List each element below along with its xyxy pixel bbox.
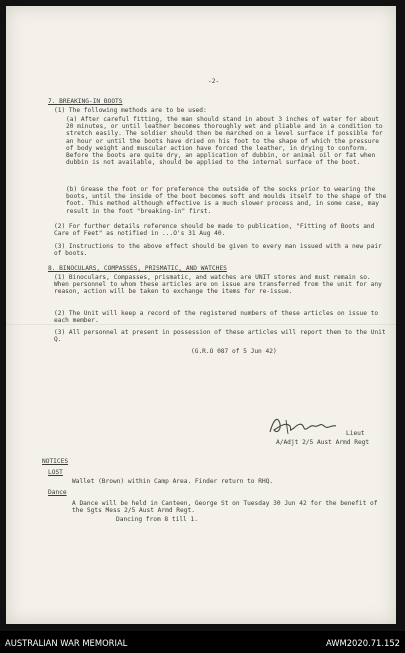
notices-heading: NOTICES bbox=[42, 458, 69, 465]
section-8-heading: 8. BINOCULARS, COMPASSES, PRISMATIC, AND WATCHES bbox=[48, 265, 227, 272]
section-7-para-3: (3) Instructions to the above effect should be given to every man issued with a new pair of boots. bbox=[54, 243, 382, 258]
lost-heading: LOST bbox=[48, 469, 63, 476]
document-page bbox=[6, 6, 396, 624]
signature-appointment: A/Adjt 2/5 Aust Armd Regt bbox=[276, 439, 370, 446]
section-7-para-1: (1) The following methods are to be used: bbox=[54, 107, 207, 114]
page-number: -2- bbox=[208, 78, 220, 85]
section-8-para-2: (2) The Unit will keep a record of the registered numbers of these articles on issue to each member. bbox=[54, 310, 379, 325]
section-7-para-b: (b) Grease the foot or for preference the outside of the socks prior to wearing the boots, until the inside of the boot becomes soft and moulds itself to the shape of the foot. This method although effective is a much slower process and, in some case, may result in the foot "breaking-in" first. bbox=[66, 186, 387, 215]
lost-notice: Wallet (Brown) within Camp Area. Finder return to RHQ. bbox=[72, 478, 274, 485]
footer-accession-number: AWM2020.71.152 bbox=[325, 638, 400, 648]
dance-notice: A Dance will be held in Canteen, George St on Tuesday 30 Jun 42 for the benefit of the Sgts Mess 2/5 Aust Armd Regt. bbox=[72, 500, 378, 515]
handwritten-signature bbox=[266, 414, 340, 438]
dance-time: Dancing from 8 till 1. bbox=[116, 516, 198, 523]
section-7-heading: 7. BREAKING-IN BOOTS bbox=[48, 98, 123, 105]
footer-institution: AUSTRALIAN WAR MEMORIAL bbox=[5, 638, 128, 648]
signature-rank: Lieut bbox=[346, 430, 365, 437]
section-7-para-2: (2) For further details reference should be made to publication, "Fitting of Boots and Care of Feet" as notified in ...O's 31 Aug 40. bbox=[54, 223, 375, 238]
archive-footer bbox=[0, 631, 405, 653]
document-text bbox=[6, 6, 396, 624]
section-7-para-a: (a) After careful fitting, the man should stand in about 3 inches of water for about 20 minutes, or until leather becomes thoroughly wet and pliable and in a condition to stretch easily. The soldier should then be marched on a level surface if possible for an hour or until the boots have dried on his foot to the shape of which the pressure of body weight and muscular action have forced the leather, in drying to conform. Before the boots are quite dry, an application of dubbin, or animal oil or fat when dubbin is not available, should be applied to the internal surface of the boot. bbox=[66, 116, 383, 167]
section-8-para-1: (1) Binoculars, Compasses, prismatic, and watches are UNIT stores and must remain so. When personnel to whom these articles are on issue are transferred from the unit for any reason, action will be taken to exchange the items for re-issue. bbox=[54, 274, 382, 296]
dance-heading: Dance bbox=[48, 489, 67, 496]
section-8-reference: (G.R.O 087 of 5 Jun 42) bbox=[191, 348, 277, 355]
section-8-para-3: (3) All personnel at present in possession of these articles will report them to the Unit Q. bbox=[54, 329, 386, 344]
